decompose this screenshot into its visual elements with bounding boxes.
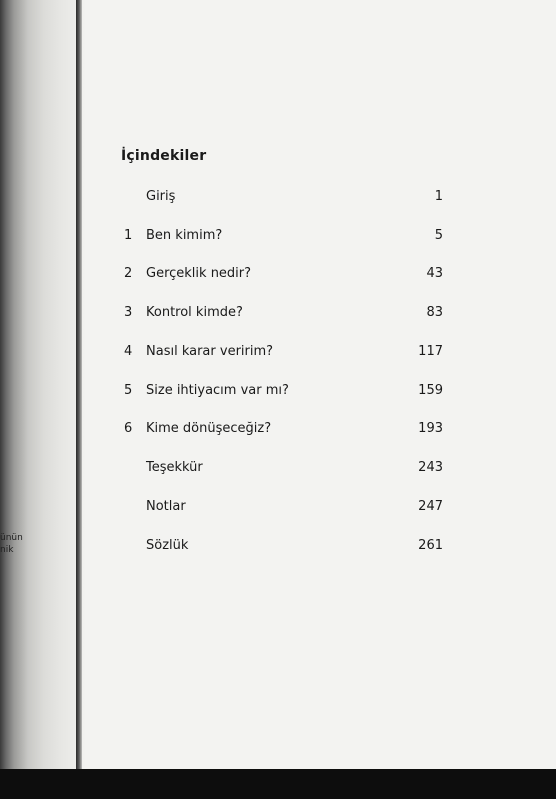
toc-entry-label: Giriş	[146, 189, 176, 204]
toc-entry	[0, 228, 556, 248]
toc-entry	[0, 266, 556, 286]
toc-entry-number: 3	[124, 305, 133, 320]
toc-entry-number: 1	[124, 228, 133, 243]
toc-entry-label: Teşekkür	[146, 460, 203, 475]
margin-text-fragment: ünün	[0, 533, 23, 543]
scan-bottom-border	[0, 769, 556, 799]
toc-entry-number: 2	[124, 266, 133, 281]
margin-text-fragment: nik	[0, 545, 14, 555]
toc-entry	[0, 344, 556, 364]
toc-entry-page: 261	[418, 538, 443, 553]
toc-entry-page: 43	[426, 266, 443, 281]
toc-entry-page: 193	[418, 421, 443, 436]
toc-entry	[0, 538, 556, 558]
toc-entry-label: Size ihtiyacım var mı?	[146, 383, 289, 398]
toc-entry-label: Kime dönüşeceğiz?	[146, 421, 272, 436]
toc-entry	[0, 305, 556, 325]
toc-entry-page: 1	[434, 189, 443, 204]
toc-entry-label: Sözlük	[146, 538, 189, 553]
toc-entry-page: 159	[418, 383, 443, 398]
toc-entry-page: 247	[418, 499, 443, 514]
toc-entry	[0, 421, 556, 441]
toc-entry-label: Gerçeklik nedir?	[146, 266, 252, 281]
toc-entry	[0, 499, 556, 519]
toc-entry-page: 83	[426, 305, 443, 320]
toc-entry-label: Nasıl karar veririm?	[146, 344, 274, 359]
toc-entry-label: Ben kimim?	[146, 228, 223, 243]
toc-entry-page: 117	[418, 344, 443, 359]
toc-entry-page: 243	[418, 460, 443, 475]
toc-entry-number: 6	[124, 421, 133, 436]
toc-entry-label: Notlar	[146, 499, 186, 514]
toc-entry	[0, 383, 556, 403]
toc-entry-number: 5	[124, 383, 133, 398]
toc-entry-label: Kontrol kimde?	[146, 305, 243, 320]
toc-entry	[0, 460, 556, 480]
toc-entry-page: 5	[434, 228, 443, 243]
toc-title: İçindekiler	[121, 148, 207, 164]
toc-entry-number: 4	[124, 344, 133, 359]
toc-entry	[0, 189, 556, 209]
